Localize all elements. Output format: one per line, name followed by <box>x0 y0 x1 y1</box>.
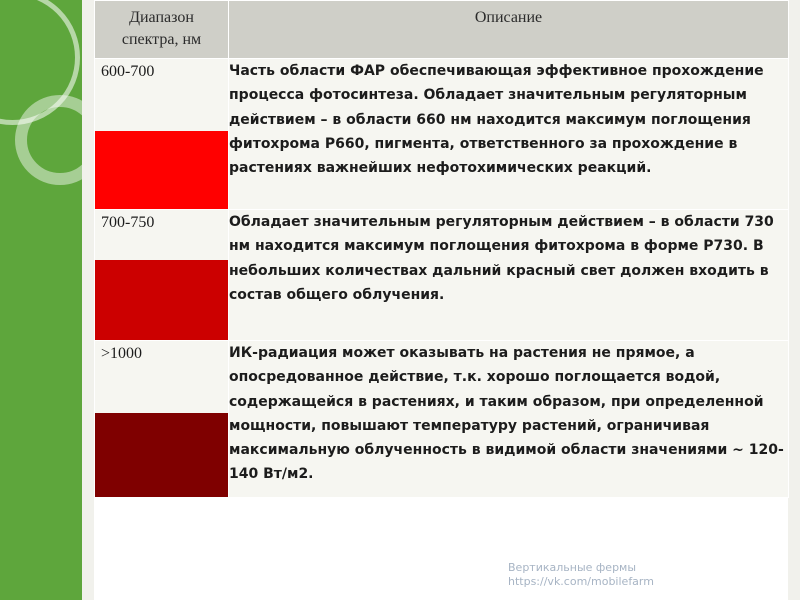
column-header-description: Описание <box>229 1 789 59</box>
decorative-strip <box>82 0 94 600</box>
range-cell <box>95 210 229 341</box>
color-swatch-dark-red <box>95 260 228 340</box>
table-header-row <box>95 1 789 59</box>
range-label: 700-750 <box>101 214 155 231</box>
decorative-strip <box>788 0 800 600</box>
column-header-range-line2: спектра, нм <box>121 31 202 48</box>
column-header-range <box>95 1 229 59</box>
table-row <box>95 210 789 341</box>
color-swatch-red <box>95 131 228 209</box>
color-swatch-maroon <box>95 413 228 497</box>
range-cell <box>95 59 229 210</box>
range-label: 600-700 <box>101 63 155 80</box>
column-header-range-line1: Диапазон <box>129 9 194 26</box>
range-cell <box>95 341 229 498</box>
description-cell: Обладает значительным регуляторным действием – в области 730 нм находится максимум поглощения фитохрома в форме Р730. В небольших количествах дальний красный свет должен входить в состав общего облучения. <box>229 210 789 341</box>
spectrum-table <box>94 0 789 498</box>
description-cell: Часть области ФАР обеспечивающая эффективное прохождение процесса фотосинтеза. Обладает значительным регуляторным действием – в области 660 нм находится максимум поглощения фитохрома Р660, пигмента, ответственного за прохождение в растениях важнейших нефотохимических реакций. <box>229 59 789 210</box>
watermark <box>508 561 654 589</box>
watermark-link[interactable]: https://vk.com/mobilefarm <box>508 575 654 588</box>
range-label: >1000 <box>101 345 143 362</box>
decorative-side-panel <box>0 0 82 600</box>
table-row <box>95 341 789 498</box>
table-row <box>95 59 789 210</box>
description-cell: ИК-радиация может оказывать на растения не прямое, а опосредованное действие, т.к. хорошо поглощается водой, содержащейся в растениях, и таким образом, при определенной мощности, повышают температуру растений, ограничивая максимальную облученность в видимой области значениями ~ 120-140 Вт/м2. <box>229 341 789 498</box>
watermark-title: Вертикальные фермы <box>508 561 637 574</box>
